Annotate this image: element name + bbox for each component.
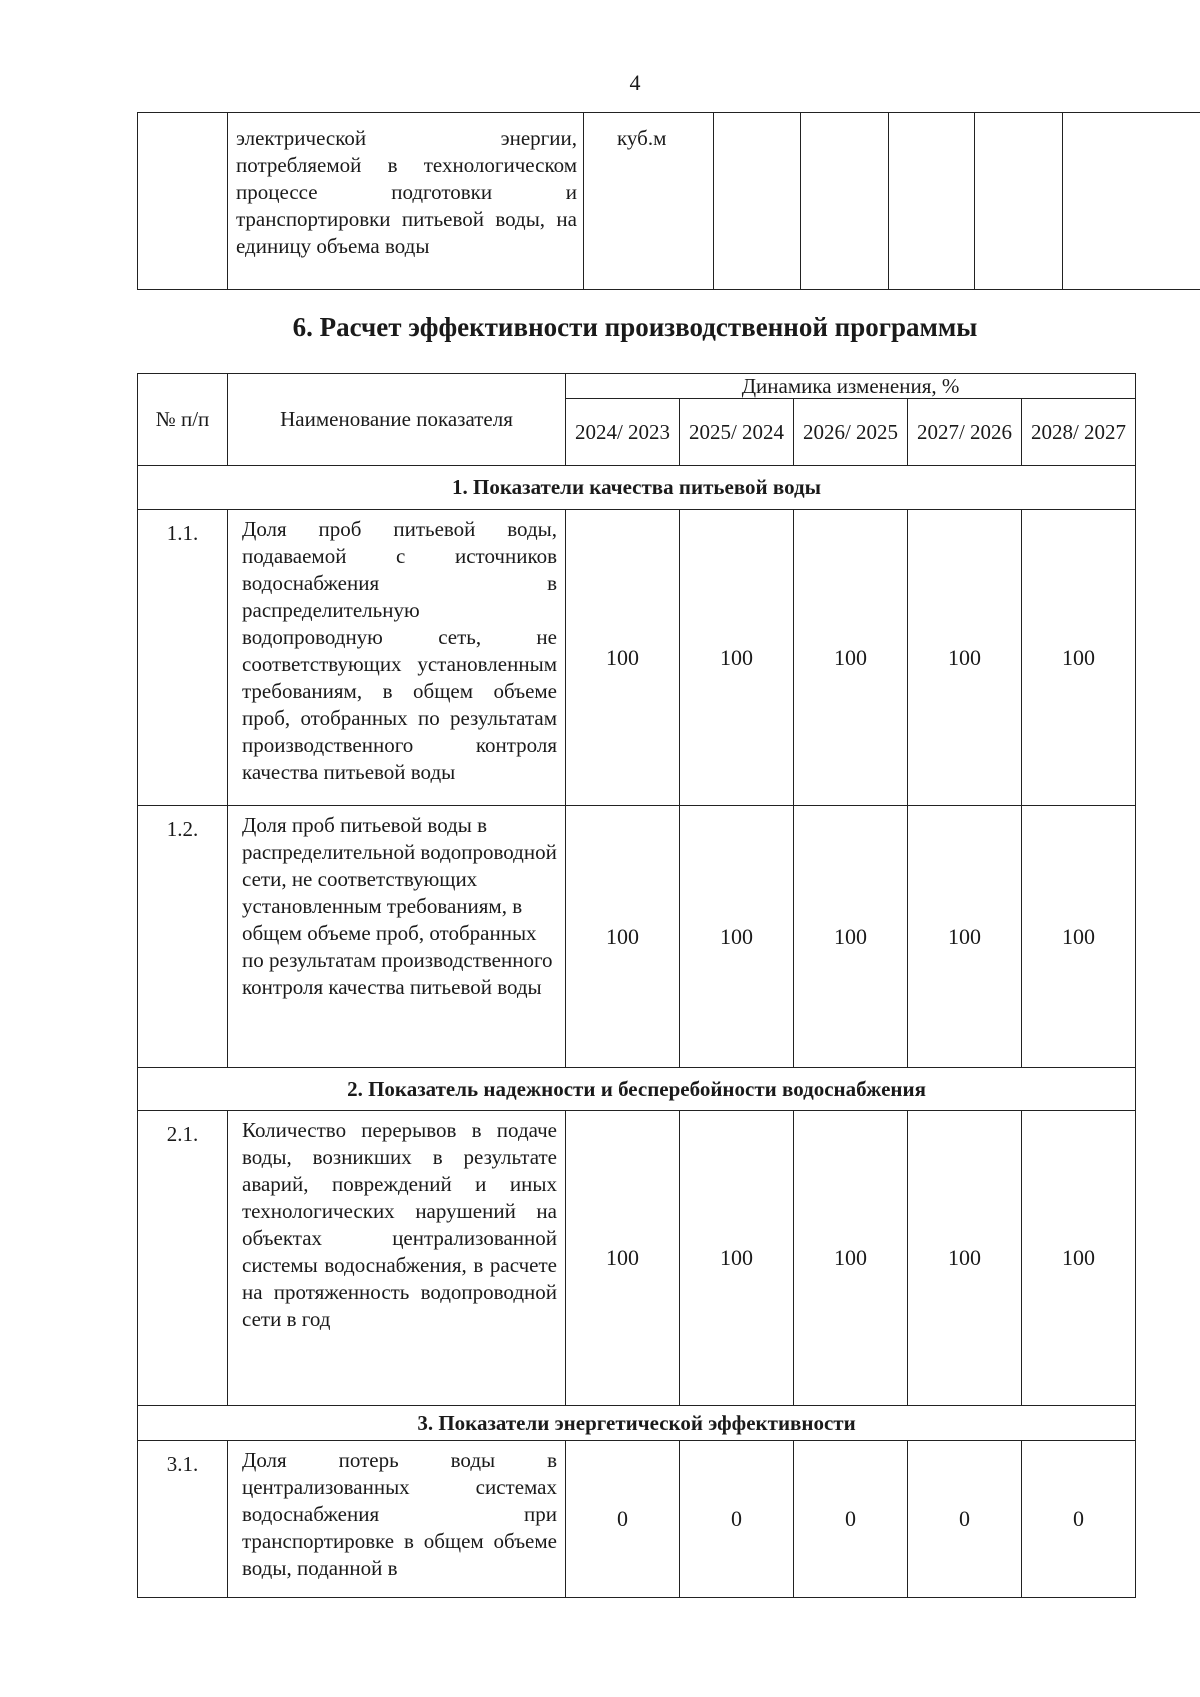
unit-text: куб.м — [617, 126, 667, 150]
group-row — [138, 466, 1136, 510]
cell-empty — [1063, 113, 1200, 290]
row-value: 100 — [908, 806, 1022, 1068]
row-value: 100 — [680, 1111, 794, 1406]
cell-empty — [801, 113, 889, 290]
header-period: 2026/ 2025 — [794, 399, 908, 466]
table-row — [138, 806, 1136, 1068]
row-value: 100 — [680, 510, 794, 806]
row-value: 100 — [680, 806, 794, 1068]
row-value: 0 — [1022, 1441, 1136, 1598]
group-title: 2. Показатель надежности и бесперебойности водоснабжения — [138, 1068, 1136, 1111]
row-name: Количество перерывов в подаче воды, возникших в результате аварий, повреждений и иных технологических нарушений на объектах централизованной системы водоснабжения, в расчете на протяженность водопроводной сети в год — [228, 1111, 566, 1406]
continued-table — [137, 112, 1200, 290]
table-row — [138, 1441, 1136, 1598]
row-value: 100 — [794, 1111, 908, 1406]
header-period: 2024/ 2023 — [566, 399, 680, 466]
cell-empty — [714, 113, 801, 290]
section-title: 6. Расчет эффективности производственной программы — [292, 312, 978, 342]
cell-empty — [138, 113, 228, 290]
row-value: 100 — [794, 806, 908, 1068]
header-row — [138, 374, 1136, 399]
row-name: Доля потерь воды в централизованных системах водоснабжения при транспортировке в общем объеме воды, поданной в — [228, 1441, 566, 1598]
table-row — [138, 510, 1136, 806]
cell-indicator-text — [228, 113, 584, 290]
row-value: 100 — [794, 510, 908, 806]
group-row — [138, 1068, 1136, 1111]
group-title: 3. Показатели энергетической эффективности — [138, 1406, 1136, 1441]
cell-empty — [889, 113, 975, 290]
row-num: 1.2. — [138, 806, 228, 1068]
row-num: 2.1. — [138, 1111, 228, 1406]
row-value: 0 — [794, 1441, 908, 1598]
header-dynamics: Динамика изменения, % — [566, 374, 1136, 399]
row-value: 100 — [908, 510, 1022, 806]
header-name: Наименование показателя — [228, 374, 566, 466]
indicator-text: электрической энергии, потребляемой в технологическом процессе подготовки и транспортировки питьевой воды, на единицу объема воды — [236, 126, 577, 258]
group-row — [138, 1406, 1136, 1441]
header-period: 2027/ 2026 — [908, 399, 1022, 466]
row-name: Доля проб питьевой воды в распределительной водопроводной сети, не соответствующих установленным требованиям, в общем объеме проб, отобранных по результатам производственного контроля качества питьевой воды — [228, 806, 566, 1068]
group-title: 1. Показатели качества питьевой воды — [138, 466, 1136, 510]
table-row — [138, 1111, 1136, 1406]
header-num: № п/п — [138, 374, 228, 466]
row-num: 1.1. — [138, 510, 228, 806]
row-num: 3.1. — [138, 1441, 228, 1598]
row-value: 100 — [1022, 806, 1136, 1068]
row-value: 100 — [566, 806, 680, 1068]
row-value: 100 — [1022, 510, 1136, 806]
cell-empty — [975, 113, 1063, 290]
header-period: 2028/ 2027 — [1022, 399, 1136, 466]
header-period: 2025/ 2024 — [680, 399, 794, 466]
efficiency-table — [137, 373, 1136, 1598]
row-value: 100 — [908, 1111, 1022, 1406]
page-number: 4 — [629, 70, 641, 95]
row-value: 100 — [566, 510, 680, 806]
row-value: 0 — [680, 1441, 794, 1598]
row-value: 0 — [908, 1441, 1022, 1598]
row-value: 100 — [1022, 1111, 1136, 1406]
continued-row — [138, 113, 1200, 290]
row-value: 0 — [566, 1441, 680, 1598]
row-value: 100 — [566, 1111, 680, 1406]
cell-unit — [584, 113, 714, 290]
row-name: Доля проб питьевой воды, подаваемой с источников водоснабжения в распределительную водопроводную сеть, не соответствующих установленным требованиям, в общем объеме проб, отобранных по результатам производственного контроля качества питьевой воды — [228, 510, 566, 806]
